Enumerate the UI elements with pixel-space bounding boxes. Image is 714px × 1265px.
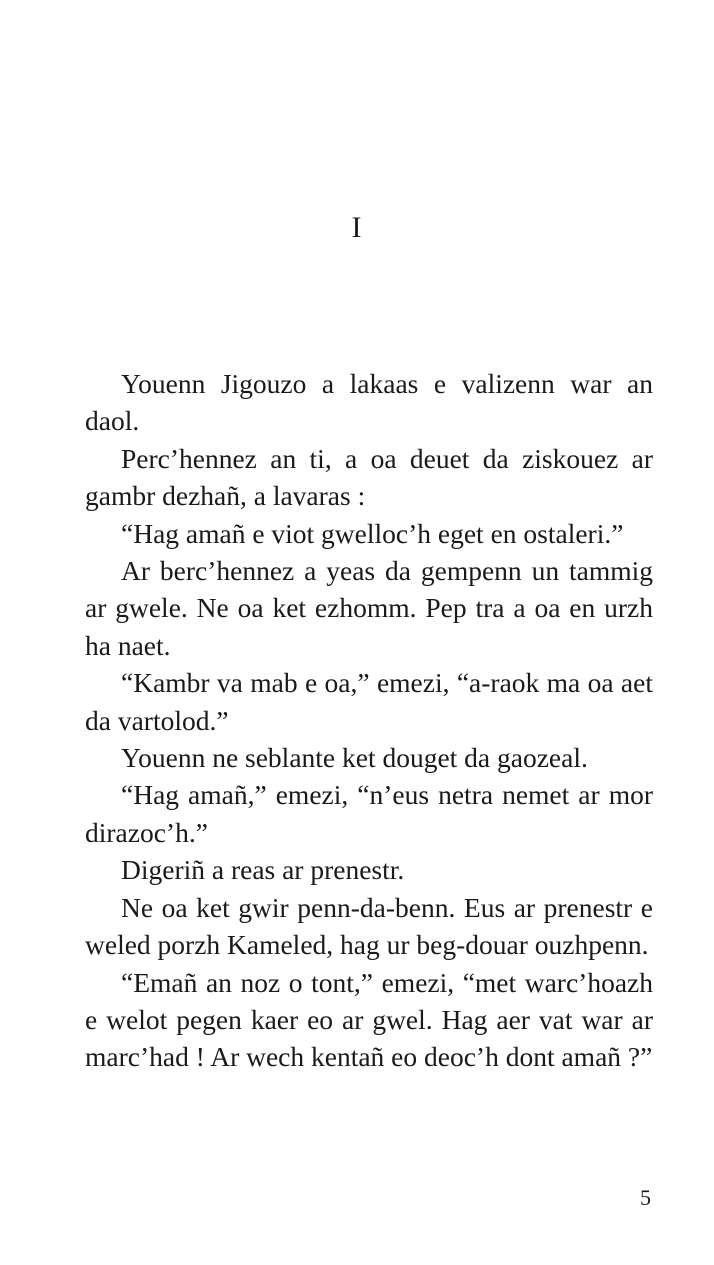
page-number: 5	[640, 1185, 651, 1210]
paragraph: “Hag amañ,” emezi, “n’eus netra nemet ar mor dirazoc’h.”	[85, 779, 653, 848]
body-text	[85, 365, 653, 1076]
paragraph: Perc’hennez an ti, a oa deuet da ziskouez ar gambr dezhañ, a lavaras :	[85, 442, 653, 512]
paragraph: “Kambr va mab e oa,” emezi, “a-raok ma oa aet da vartolod.”	[85, 667, 653, 736]
paragraph: Digeriñ a reas ar prenestr.	[121, 854, 405, 886]
paragraph: “Hag amañ e viot gwelloc’h eget en ostaleri.”	[121, 517, 624, 549]
paragraph: Youenn Jigouzo a lakaas e valizenn war an daol.	[85, 368, 653, 437]
paragraph: “Emañ an noz o tont,” emezi, “met warc’hoazh e welot pegen kaer eo ar gwel. Hag aer vat war ar marc’had ! Ar wech kentañ eo deoc’h dont amañ ?”	[85, 966, 653, 1073]
chapter-heading: I	[351, 211, 363, 244]
paragraph: Ar berc’hennez a yeas da gempenn un tammig ar gwele. Ne oa ket ezhomm. Pep tra a oa en urzh ha naet.	[85, 555, 653, 661]
paragraph: Youenn ne seblante ket douget da gaozeal.	[121, 742, 588, 774]
paragraph: Ne oa ket gwir penn-da-benn. Eus ar prenestr e weled porzh Kameled, hag ur beg-douar ouzhpenn.	[85, 891, 653, 961]
